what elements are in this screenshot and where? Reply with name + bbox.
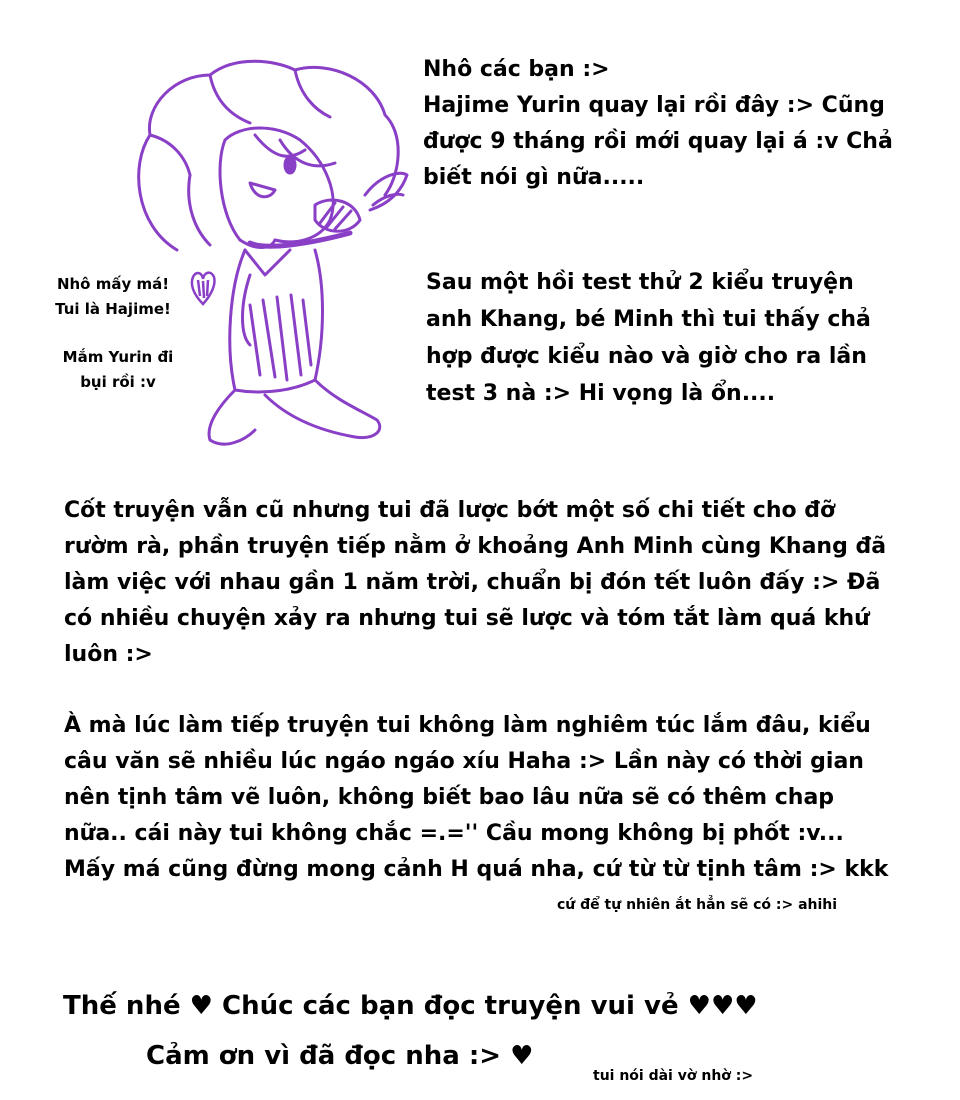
closing-text: Chúc các bạn đọc truyện vui vẻ — [222, 991, 679, 1021]
heart-icon: ♥ — [710, 991, 735, 1021]
closing-text: Cảm ơn vì đã đọc nha :> — [146, 1041, 502, 1071]
intro-block — [423, 52, 893, 196]
intro-line: biết nói gì nữa..... — [423, 165, 645, 190]
side-note-line: Tui là Hajime! — [55, 300, 171, 318]
paragraph-line: rườm rà, phần truyện tiếp nằm ở khoảng Anh Minh cùng Khang đã — [64, 534, 887, 559]
paragraph-line: À mà lúc làm tiếp truyện tui không làm nghiêm túc lắm đâu, kiểu — [64, 713, 871, 738]
paragraph-line: làm việc với nhau gần 1 năm trời, chuẩn bị đón tết luôn đấy :> Đã — [64, 570, 881, 595]
side-note — [38, 272, 188, 322]
closing-line-2 — [146, 1041, 533, 1071]
style-paragraph — [64, 708, 888, 888]
test-note-line: test 3 nà :> Hi vọng là ổn.... — [426, 381, 776, 406]
side-note-line: Mắm Yurin đi — [62, 348, 174, 366]
paragraph-line: nữa.. cái này tui không chắc =.='' Cầu mong không bị phốt :v... — [64, 821, 844, 846]
paragraph-line: có nhiều chuyện xảy ra nhưng tui sẽ lược và tóm tắt làm quá khứ — [64, 606, 870, 631]
story-paragraph — [64, 493, 886, 673]
test-note-line: anh Khang, bé Minh thì tui thấy chả — [426, 307, 871, 332]
footnote: cứ để tự nhiên ắt hẳn sẽ có :> ahihi — [557, 897, 838, 913]
heart-icon: ♥ — [734, 991, 758, 1021]
side-note-line: bụi rồi :v — [80, 373, 156, 391]
closing-line-1 — [63, 991, 758, 1021]
test-note-line: hợp được kiểu nào và giờ cho ra lần — [426, 344, 867, 369]
heart-icon: ♥ — [510, 1041, 534, 1071]
paragraph-line: luôn :> — [64, 642, 153, 667]
heart-icon: ♥ — [687, 991, 711, 1021]
paragraph-line: câu văn sẽ nhiều lúc ngáo ngáo xíu Haha :> Lần này có thời gian — [64, 749, 864, 774]
side-note-2 — [48, 345, 188, 395]
paragraph-line: Cốt truyện vẫn cũ nhưng tui đã lược bớt một số chi tiết cho đỡ — [64, 498, 836, 523]
closing-text: Thế nhé — [63, 991, 181, 1021]
paragraph-line: nên tịnh tâm vẽ luôn, không biết bao lâu nữa sẽ có thêm chap — [64, 785, 835, 810]
heart-icon: ♥ — [189, 991, 213, 1021]
intro-line: Hajime Yurin quay lại rồi đây :> Cũng — [423, 93, 885, 118]
heart-outline-icon — [188, 268, 218, 312]
test-note-line: Sau một hồi test thử 2 kiểu truyện — [426, 270, 854, 295]
side-note-line: Nhô mấy má! — [56, 275, 170, 293]
intro-line: Nhô các bạn :> — [423, 57, 610, 82]
chibi-character-drawing — [115, 45, 415, 465]
paragraph-line: Mấy má cũng đừng mong cảnh H quá nha, cứ từ từ tịnh tâm :> kkk — [64, 857, 889, 882]
footnote: tui nói dài vờ nhờ :> — [593, 1068, 754, 1084]
intro-line: được 9 tháng rồi mới quay lại á :v Chả — [423, 129, 893, 154]
